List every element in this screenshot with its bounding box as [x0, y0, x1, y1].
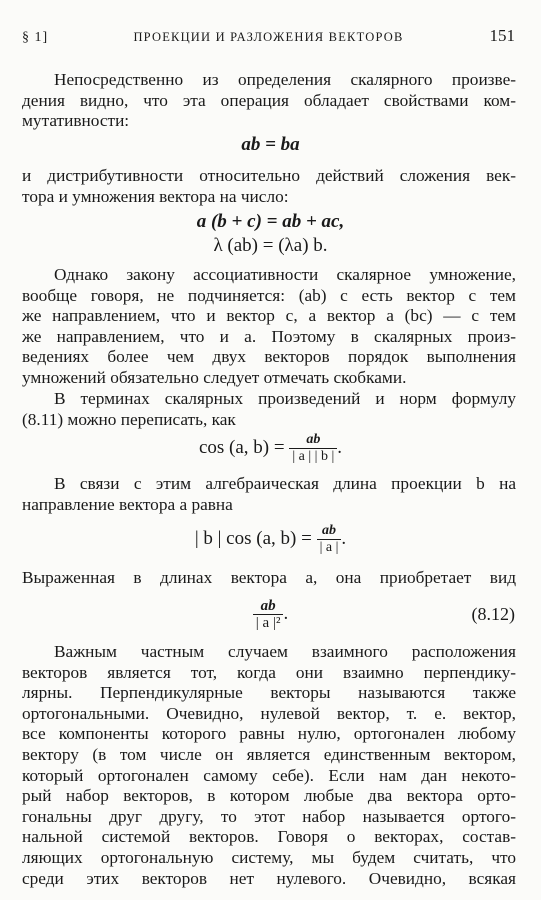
- fraction: [289, 432, 337, 465]
- paragraph-3: [22, 265, 516, 389]
- projection-lhs: | b | cos (a, b) =: [194, 527, 312, 549]
- equation-distributivity-2: λ (ab) = (λa) b.: [213, 235, 328, 256]
- equation-period: .: [341, 527, 347, 549]
- equation-distributivity-1: a (b + c) = ab + ac,: [196, 211, 345, 232]
- text-line: В терминах скалярных произведений и норм формулу: [54, 389, 516, 408]
- text-line: вектору (в том числе он является единственным вектором,: [22, 744, 516, 764]
- paragraph-7: [22, 642, 516, 889]
- text-line: гональны друг другу, то этот набор называется ортого-: [22, 806, 516, 826]
- text-line: и дистрибутивности относительно действий сложения век-: [22, 166, 516, 185]
- text-line: умножений обязательно следует отмечать скобками.: [22, 367, 407, 387]
- running-title: ПРОЕКЦИИ И РАЗЛОЖЕНИЯ ВЕКТОРОВ: [133, 30, 404, 44]
- text-line: среди этих векторов нет нулевого. Очевидно, всякая: [22, 868, 516, 888]
- text-line: ведениях более чем двух векторов порядок выполнения: [22, 347, 516, 367]
- text-line: Непосредственно из определения скалярного произве-: [54, 70, 516, 89]
- equation-commutativity: ab = ba: [241, 134, 300, 155]
- paragraph-1: [22, 70, 516, 132]
- equation-8-12: [0, 598, 541, 631]
- fraction-numerator: ab: [317, 523, 342, 540]
- text-line: мутативности:: [22, 111, 130, 131]
- fraction: [253, 598, 284, 631]
- text-line: же направлением, что и a. Поэтому в скалярных произ-: [22, 326, 516, 346]
- text-line: который ортогонален самому себе). Если нам дан некото-: [22, 765, 516, 785]
- text-line: лярны. Перпендикулярные векторы называются также: [22, 683, 516, 703]
- text-line: рый набор векторов, в котором любые два вектора орто-: [22, 786, 516, 806]
- fraction-numerator: ab: [253, 598, 284, 615]
- text-line: тора и умножения вектора на число:: [22, 186, 289, 206]
- paragraph-6: [22, 568, 516, 589]
- equation-number: (8.12): [471, 604, 515, 624]
- text-line: Важным частным случаем взаимного расположения: [54, 642, 516, 661]
- page-number: 151: [489, 26, 515, 45]
- paragraph-4: [22, 389, 516, 430]
- text-line: ляющих ортогональную систему, мы будем считать, что: [22, 847, 516, 867]
- text-line: векторов является тот, когда они взаимно перпендику-: [22, 662, 516, 682]
- fraction-denominator: | a | | b |: [292, 449, 335, 464]
- running-header: [22, 26, 515, 48]
- section-marker: § 1]: [22, 30, 49, 45]
- text-line: В связи с этим алгебраическая длина проекции b на: [54, 474, 516, 493]
- equation-projection: [0, 523, 541, 556]
- text-line: Выраженная в длинах вектора a, она приобретает вид: [22, 568, 516, 587]
- text-line: все компоненты которого равны нулю, ортогонален любому: [22, 724, 516, 744]
- text-line: направление вектора a равна: [22, 494, 233, 514]
- equation-period: .: [283, 602, 289, 624]
- paragraph-2: [22, 166, 516, 207]
- paragraph-5: [22, 474, 516, 515]
- fraction: [317, 523, 342, 556]
- equation-cosine: [0, 432, 541, 465]
- text-line: Однако закону ассоциативности скалярное умножение,: [54, 265, 516, 284]
- fraction-denominator: | a |: [319, 540, 339, 555]
- text-line: (8.11) можно переписать, как: [22, 409, 236, 429]
- fraction-numerator: ab: [289, 432, 337, 449]
- cosine-lhs: cos (a, b) =: [198, 436, 285, 458]
- text-line: же направлением, что и вектор c, а вектор a (bc) — с тем: [22, 306, 516, 326]
- equation-period: .: [337, 436, 343, 458]
- text-line: дения видно, что эта операция обладает свойствами ком-: [22, 90, 516, 110]
- fraction-denominator: | a |²: [255, 615, 281, 631]
- text-line: вообще говоря, не подчиняется: (ab) c есть вектор с тем: [22, 285, 516, 305]
- text-line: нальной системой векторов. Говоря о векторах, состав-: [22, 827, 516, 847]
- text-line: ортогональными. Очевидно, нулевой вектор, т. е. вектор,: [22, 703, 516, 723]
